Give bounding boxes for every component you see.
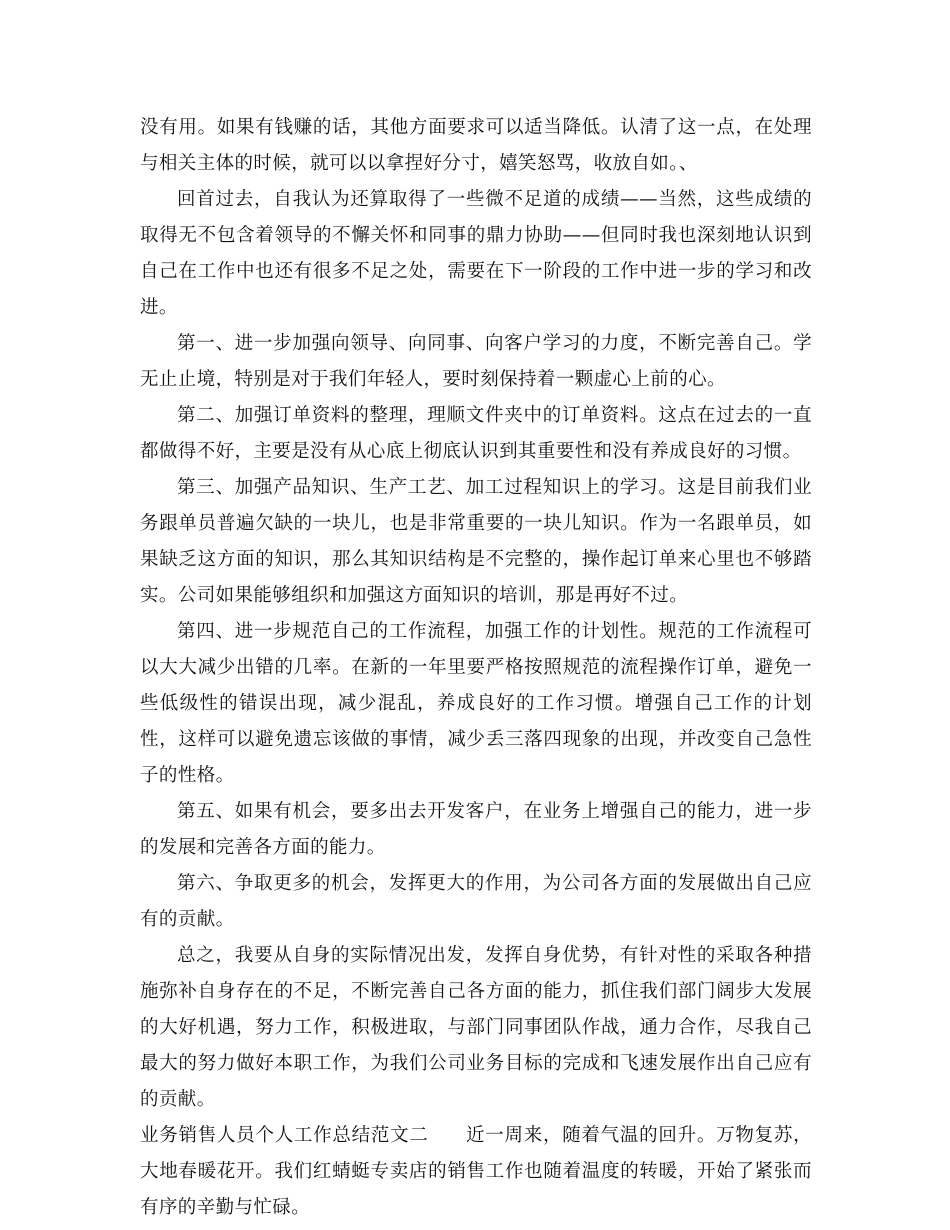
paragraph-9: 总之，我要从自身的实际情况出发，发挥自身优势，有针对性的采取各种措施弥补自身存在的不足，不断完善自己各方面的能力，抓住我们部门阔步大发展的大好机遇，努力工作，积极进取，与部门同事团队作战，通力合作，尽我自己最大的努力做好本职工作，为我们公司业务目标的完成和飞速发展作出自己应有的贡献。	[140, 945, 812, 1110]
paragraph-3: 第一、进一步加强向领导、向同事、向客户学习的力度，不断完善自己。学无止止境，特别是对于我们年轻人，要时刻保持着一颗虚心上前的心。	[140, 333, 812, 390]
paragraph-5: 第三、加强产品知识、生产工艺、加工过程知识上的学习。这是目前我们业务跟单员普遍欠缺的一块儿，也是非常重要的一块儿知识。作为一名跟单员，如果缺乏这方面的知识，那么其知识结构是不完整的，操作起订单来心里也不够踏实。公司如果能够组织和加强这方面知识的培训，那是再好不过。	[140, 477, 812, 606]
document-body	[140, 110, 812, 1226]
section-intro-text: 近一周来，随着气温的回升。万物复苏，大地春暖花开。我们红蜻蜓专卖店的销售工作也随着温度的转暖，开始了紧张而有序的辛勤与忙碌。	[140, 1125, 812, 1218]
section-heading: 业务销售人员个人工作总结范文二	[140, 1125, 429, 1146]
section-heading-paragraph	[140, 1118, 812, 1226]
paragraph-4: 第二、加强订单资料的整理，理顺文件夹中的订单资料。这点在过去的一直都做得不好，主要是没有从心底上彻底认识到其重要性和没有养成良好的习惯。	[140, 405, 812, 462]
paragraph-1: 没有用。如果有钱赚的话，其他方面要求可以适当降低。认清了这一点，在处理与相关主体的时候，就可以以拿捏好分寸，嬉笑怒骂，收放自如。、	[140, 117, 812, 174]
paragraph-2: 回首过去，自我认为还算取得了一些微不足道的成绩——当然，这些成绩的取得无不包含着领导的不懈关怀和同事的鼎力协助——但同时我也深刻地认识到自己在工作中也还有很多不足之处，需要在下一阶段的工作中进一步的学习和改进。	[140, 189, 812, 318]
paragraph-7: 第五、如果有机会，要多出去开发客户，在业务上增强自己的能力，进一步的发展和完善各方面的能力。	[140, 801, 812, 858]
paragraph-8: 第六、争取更多的机会，发挥更大的作用，为公司各方面的发展做出自己应有的贡献。	[140, 873, 812, 930]
paragraph-6: 第四、进一步规范自己的工作流程，加强工作的计划性。规范的工作流程可以大大减少出错的几率。在新的一年里要严格按照规范的流程操作订单，避免一些低级性的错误出现，减少混乱，养成良好的工作习惯。增强自己工作的计划性，这样可以避免遗忘该做的事情，减少丢三落四现象的出现，并改变自己急性子的性格。	[140, 621, 812, 786]
